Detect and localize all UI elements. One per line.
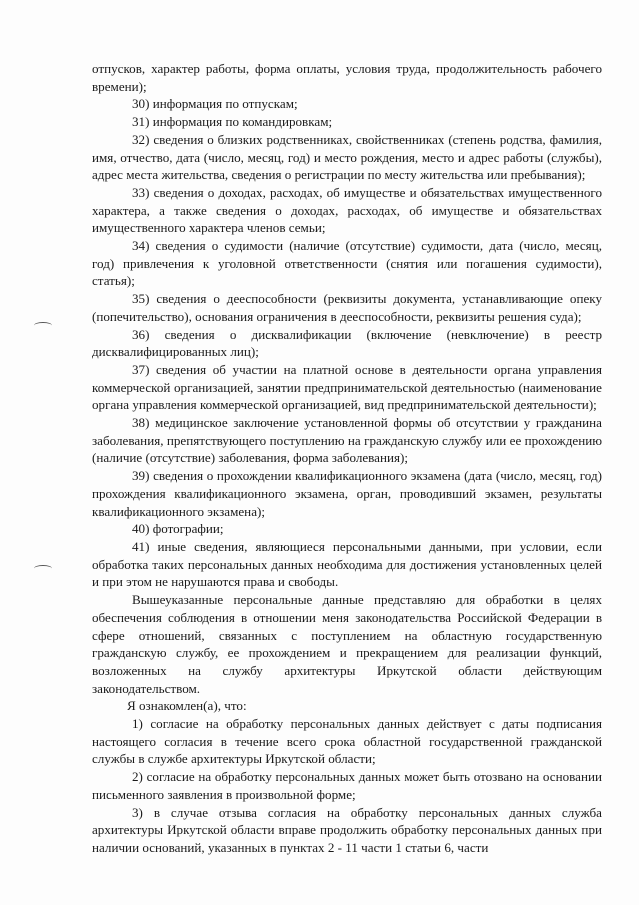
document-body (92, 60, 602, 857)
paragraph: Я ознакомлен(а), что: (127, 698, 247, 714)
paragraph: отпусков, характер работы, форма оплаты, условия труда, продолжительность рабочего времени); (92, 61, 602, 94)
paragraph: 32) сведения о близких родственниках, свойственниках (степень родства, фамилия, имя, отчество, дата (число, месяц, год) и место рождения, место и адрес работы (службы), адрес места жительства, сведения о регистрации по месту жительства или пребывания); (92, 131, 602, 183)
paragraph: 3) в случае отзыва согласия на обработку персональных данных служба архитектуры Иркутской области вправе продолжить обработку персональных данных при наличии оснований, указанных в пунктах 2 - 11 части 1 статьи 6, части (92, 804, 602, 855)
paragraph: 1) согласие на обработку персональных данных действует с даты подписания настоящего согласия в течение всего срока областной государственной гражданской службы в службе архитектуры Иркутской области; (92, 716, 602, 767)
paragraph: 39) сведения о прохождении квалификационного экзамена (дата (число, месяц, год) прохождения квалификационного экзамена, орган, проводивший экзамен, результаты квалификационного экзамена); (92, 468, 602, 519)
paragraph: 30) информация по отпускам; (132, 96, 298, 112)
paragraph: 38) медицинское заключение установленной формы об отсутствии у гражданина заболевания, препятствующего поступлению на гражданскую службу или ее прохождению (наличие (отсутствие) заболевания, форма заболевания); (92, 415, 602, 466)
margin-mark-icon (34, 565, 52, 572)
paragraph: 34) сведения о судимости (наличие (отсутствие) судимости, дата (число, месяц, год) привлечения к уголовной ответственности (снятия или погашения судимости), статья); (92, 238, 602, 289)
paragraph: 2) согласие на обработку персональных данных может быть отозвано на основании письменного заявления в произвольной форме; (92, 769, 602, 802)
paragraph: 35) сведения о дееспособности (реквизиты документа, устанавливающие опеку (попечительство), основания ограничения в дееспособности, реквизиты решения суда); (92, 291, 602, 324)
paragraph: 40) фотографии; (132, 521, 224, 537)
paragraph: 41) иные сведения, являющиеся персональными данными, при условии, если обработка таких персональных данных необходима для достижения установленных целей и при этом не нарушаются права и свободы. (92, 538, 602, 590)
paragraph: 33) сведения о доходах, расходах, об имуществе и обязательствах имущественного характера, а также сведения о доходах, расходах, об имуществе и обязательствах имущественного характера членов семьи; (92, 184, 602, 236)
margin-mark-icon (34, 322, 52, 329)
paragraph: 31) информация по командировкам; (132, 114, 333, 130)
paragraph: 36) сведения о дисквалификации (включение (невключение) в реестр дисквалифицированных лиц); (92, 326, 602, 360)
paragraph: Вышеуказанные персональные данные представляю для обработки в целях обеспечения соблюдения в отношении меня законодательства Российской Федерации в сфере отношений, связанных с поступлением на областную государственную гражданскую службу, ее прохождением и прекращением для реализации функций, возложенных на службу архитектуры Иркутской области действующим законодательством. (92, 592, 602, 696)
paragraph: 37) сведения об участии на платной основе в деятельности органа управления коммерческой организацией, занятии предпринимательской деятельностью (наименование органа управления коммерческой организацией, вид предпринимательской деятельности); (92, 361, 602, 413)
